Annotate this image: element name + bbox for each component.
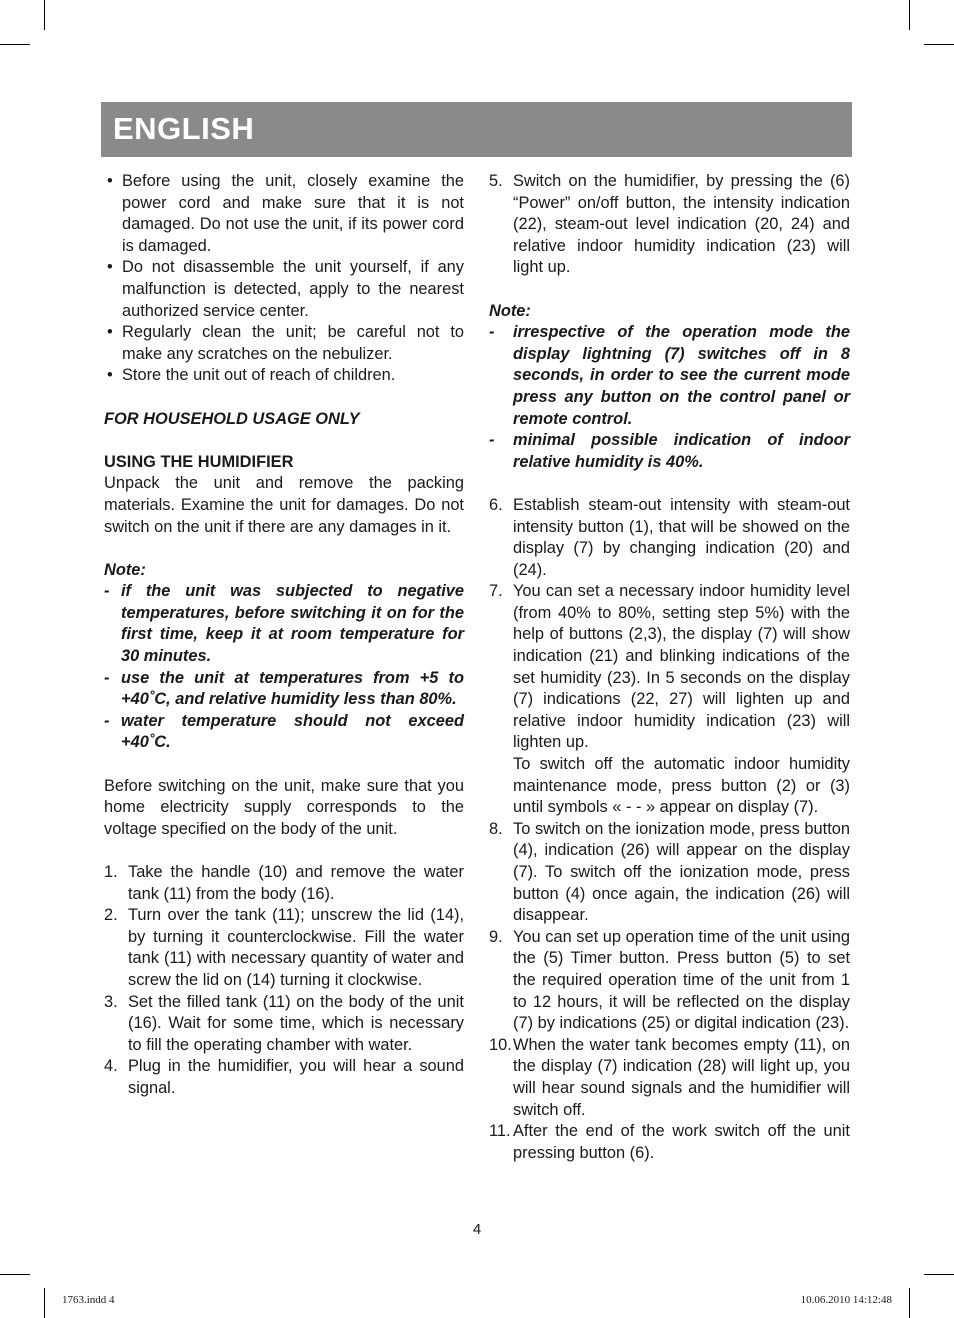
- step-item: 1. Take the handle (10) and remove the water tank (11) from the body (16).: [104, 863, 464, 903]
- right-column: [489, 171, 850, 1164]
- file-slug: 1763.indd 4: [62, 1294, 115, 1306]
- step-item: 2. Turn over the tank (11); unscrew the lid (14), by turning it counterclockwise. Fill the water tank (11) with necessary quantity of water and screw the lid on (14) turning it clockwise.: [104, 906, 464, 989]
- crop-mark: [44, 0, 45, 30]
- crop-mark: [909, 1288, 910, 1318]
- crop-mark: [924, 44, 954, 45]
- bullet-icon: •: [107, 172, 113, 190]
- date-slug: 10.06.2010 14:12:48: [800, 1294, 892, 1306]
- crop-mark: [44, 1288, 45, 1318]
- list-item: • Regularly clean the unit; be careful not to make any scratches on the nebulizer.: [107, 323, 464, 363]
- section-heading: USING THE HUMIDIFIER: [104, 452, 294, 471]
- step-item: 6. Establish steam-out intensity with steam-out intensity button (1), that will be showed on the display (7) by changing indication (20) and (24).: [489, 495, 850, 579]
- list-item: • Do not disassemble the unit yourself, if any malfunction is detected, apply to the nearest authorized service center.: [107, 258, 464, 320]
- paragraph: Before switching on the unit, make sure that you home electricity supply corresponds to the voltage specified on the body of the unit.: [104, 776, 464, 838]
- step-item: 3. Set the filled tank (11) on the body of the unit (16). Wait for some time, which is necessary to fill the operating chamber with water.: [104, 992, 464, 1054]
- bullet-icon: •: [107, 366, 113, 385]
- bullet-icon: •: [107, 258, 113, 277]
- page-number: 4: [472, 1221, 482, 1238]
- step-item: 4. Plug in the humidifier, you will hear a sound signal.: [104, 1057, 464, 1097]
- step-item: 8. To switch on the ionization mode, press button (4), indication (26) will appear on the display (7). To switch off the ionization mode, press button (4) once again, the indication (26) will disappear.: [489, 819, 850, 925]
- note-item: - water temperature should not exceed +40˚C.: [104, 711, 464, 752]
- crop-mark: [924, 1274, 954, 1275]
- crop-mark: [909, 0, 910, 30]
- note-item: - use the unit at temperatures from +5 to +40˚C, and relative humidity less than 80%.: [104, 668, 464, 709]
- page-title: ENGLISH: [113, 111, 255, 146]
- left-column: [104, 171, 464, 1100]
- note-label: Note:: [104, 560, 146, 579]
- list-item: • Store the unit out of reach of children.: [104, 365, 464, 387]
- household-notice: FOR HOUSEHOLD USAGE ONLY: [104, 409, 360, 428]
- step-item: 11. After the end of the work switch off the unit pressing button (6).: [489, 1122, 850, 1162]
- note-item: - irrespective of the operation mode the display lightning (7) switches off in 8 seconds, in order to see the current mode press any button on the control panel or remote control.: [489, 323, 850, 428]
- paragraph: Unpack the unit and remove the packing materials. Examine the unit for damages. Do not switch on the unit if there are any damages in it.: [104, 474, 464, 536]
- note-item: - minimal possible indication of indoor relative humidity is 40%.: [489, 431, 850, 471]
- crop-mark: [0, 1274, 30, 1275]
- step-item: 10. When the water tank becomes empty (11), on the display (7) indication (28) will light up, you will hear sound signals and the humidifier will switch off.: [489, 1035, 850, 1119]
- step-item: 5. Switch on the humidifier, by pressing the (6) “Power” on/off button, the intensity indication (22), steam-out level indication (20, 24) and relative indoor humidity indication (23) will light up.: [489, 172, 850, 277]
- bullet-icon: •: [107, 323, 113, 342]
- dash-marker: -: [104, 668, 110, 687]
- step-item: 7. You can set a necessary indoor humidity level (from 40% to 80%, setting step 5%) with the help of buttons (2,3), the display (7) will show indication (21) and blinking indications of the set humidity (23). In 5 seconds on the display (7) indications (22, 27) will lighten up and relative indoor humidity indication (23) will lighten up. To switch off the automatic indoor humidity maintenance mode, press button (2) or (3) until symbols « - - » appear on display (7).: [489, 582, 850, 817]
- dash-marker: -: [104, 582, 110, 601]
- note-item: - if the unit was subjected to negative temperatures, before switching it on for the first time, keep it at room temperature for 30 minutes.: [104, 582, 464, 666]
- dash-marker: -: [104, 711, 110, 730]
- dash-marker: -: [489, 323, 495, 342]
- step-item: 9. You can set up operation time of the unit using the (5) Timer button. Press button (5) to set the required operation time of the unit from 1 to 12 hours, it will be reflected on the display (7) by indications (25) or digital indication (23).: [489, 927, 850, 1033]
- dash-marker: -: [489, 431, 495, 450]
- language-banner: [101, 102, 852, 157]
- note-label: Note:: [489, 301, 531, 320]
- list-item: • Before using the unit, closely examine the power cord and make sure that it is not damaged. Do not use the unit, if its power cord is damaged.: [107, 172, 464, 255]
- crop-mark: [0, 44, 30, 45]
